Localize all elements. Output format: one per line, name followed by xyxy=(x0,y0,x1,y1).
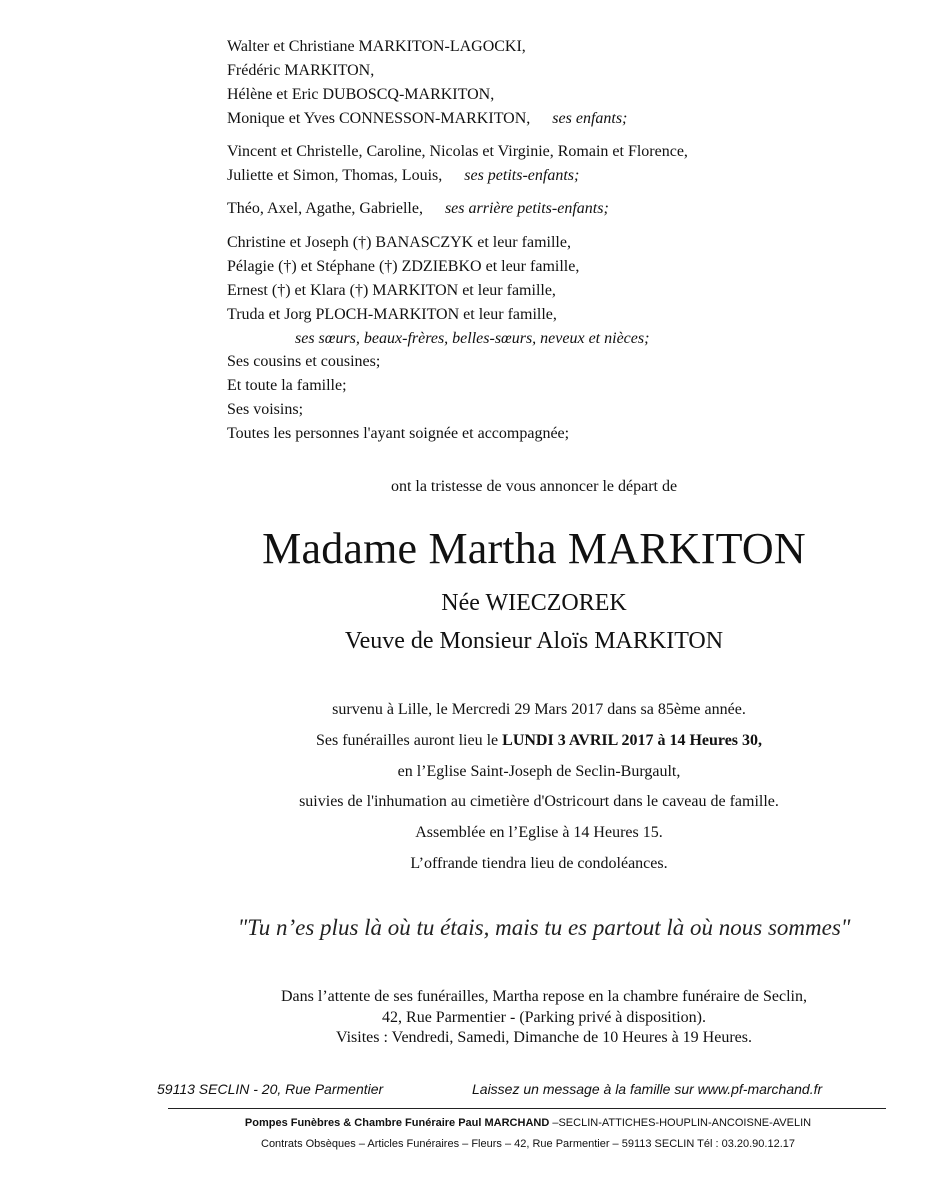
great-grandchildren-role: ses arrière petits-enfants; xyxy=(444,200,609,217)
footer-services: Contrats Obsèques – Articles Funéraires – Fleurs – 42, Rue Parmentier – 59113 SECLIN Tél : 03.20.90.12.17 xyxy=(261,1138,795,1150)
footer-company-name: Pompes Funèbres & Chambre Funéraire Paul MARCHAND xyxy=(244,1117,550,1129)
siblings-role: ses sœurs, beaux-frères, belles-sœurs, neveux et nièces; xyxy=(295,330,650,347)
deceased-nee: Née WIECZOREK xyxy=(441,590,627,616)
others-line-1: Ses cousins et cousines; xyxy=(227,353,381,370)
children-line-1: Walter et Christiane MARKITON-LAGOCKI, xyxy=(227,38,526,55)
assembly-details: Assemblée en l’Eglise à 14 Heures 15. xyxy=(415,824,663,841)
visitation-line-1: Dans l’attente de ses funérailles, Martha repose en la chambre funéraire de Seclin, xyxy=(281,988,807,1005)
visitation-line-3: Visites : Vendredi, Samedi, Dimanche de 10 Heures à 19 Heures. xyxy=(336,1029,752,1046)
footer-company-locations: –SECLIN-ATTICHES-HOUPLIN-ANCOISNE-AVELIN xyxy=(549,1117,812,1129)
children-line-2: Frédéric MARKITON, xyxy=(227,62,375,79)
footer-address: 59113 SECLIN - 20, Rue Parmentier xyxy=(157,1081,384,1097)
funeral-details xyxy=(0,729,947,753)
others-line-3: Ses voisins; xyxy=(227,401,304,418)
footer-website-message: Laissez un message à la famille sur www.pf-marchand.fr xyxy=(472,1081,823,1097)
siblings-line-3: Ernest (†) et Klara (†) MARKITON et leur famille, xyxy=(227,282,556,299)
others-line-2: Et toute la famille; xyxy=(227,377,347,394)
memorial-quote: "Tu n’es plus là où tu étais, mais tu es partout là où nous sommes" xyxy=(237,915,851,940)
others-line-4: Toutes les personnes l'ayant soignée et accompagnée; xyxy=(227,425,570,442)
grandchildren-line-2 xyxy=(227,164,579,188)
great-grandchildren-line xyxy=(227,197,609,221)
siblings-line-1: Christine et Joseph (†) BANASCZYK et leur famille, xyxy=(227,234,571,251)
burial-details: suivies de l'inhumation au cimetière d'Ostricourt dans le caveau de famille. xyxy=(299,793,779,810)
footer-company xyxy=(0,1117,947,1129)
children-line-3: Hélène et Eric DUBOSCQ-MARKITON, xyxy=(227,86,495,103)
grandchildren-role: ses petits-enfants; xyxy=(464,167,580,184)
offering-details: L’offrande tiendra lieu de condoléances. xyxy=(410,855,668,872)
church-details: en l’Eglise Saint-Joseph de Seclin-Burgault, xyxy=(397,763,681,780)
visitation-line-2: 42, Rue Parmentier - (Parking privé à disposition). xyxy=(382,1009,706,1026)
funeral-date: LUNDI 3 AVRIL 2017 à 14 Heures 30, xyxy=(502,732,763,749)
children-role: ses enfants; xyxy=(552,110,628,127)
siblings-line-2: Pélagie (†) et Stéphane (†) ZDZIEBKO et leur famille, xyxy=(227,258,580,275)
children-line-4 xyxy=(227,107,627,131)
children-names: Monique et Yves CONNESSON-MARKITON, xyxy=(227,110,531,127)
announcement: ont la tristesse de vous annoncer le départ de xyxy=(390,478,678,495)
great-grandchildren-names: Théo, Axel, Agathe, Gabrielle, xyxy=(227,200,423,217)
deceased-widow: Veuve de Monsieur Aloïs MARKITON xyxy=(344,628,724,654)
deceased-name: Madame Martha MARKITON xyxy=(262,524,806,573)
funeral-prefix: Ses funérailles auront lieu le xyxy=(315,732,503,749)
grandchildren-line-1: Vincent et Christelle, Caroline, Nicolas et Virginie, Romain et Florence, xyxy=(227,143,688,160)
death-details: survenu à Lille, le Mercredi 29 Mars 2017 dans sa 85ème année. xyxy=(332,701,746,718)
footer-divider xyxy=(168,1108,886,1109)
grandchildren-names: Juliette et Simon, Thomas, Louis, xyxy=(227,167,443,184)
siblings-line-4: Truda et Jorg PLOCH-MARKITON et leur famille, xyxy=(227,306,557,323)
